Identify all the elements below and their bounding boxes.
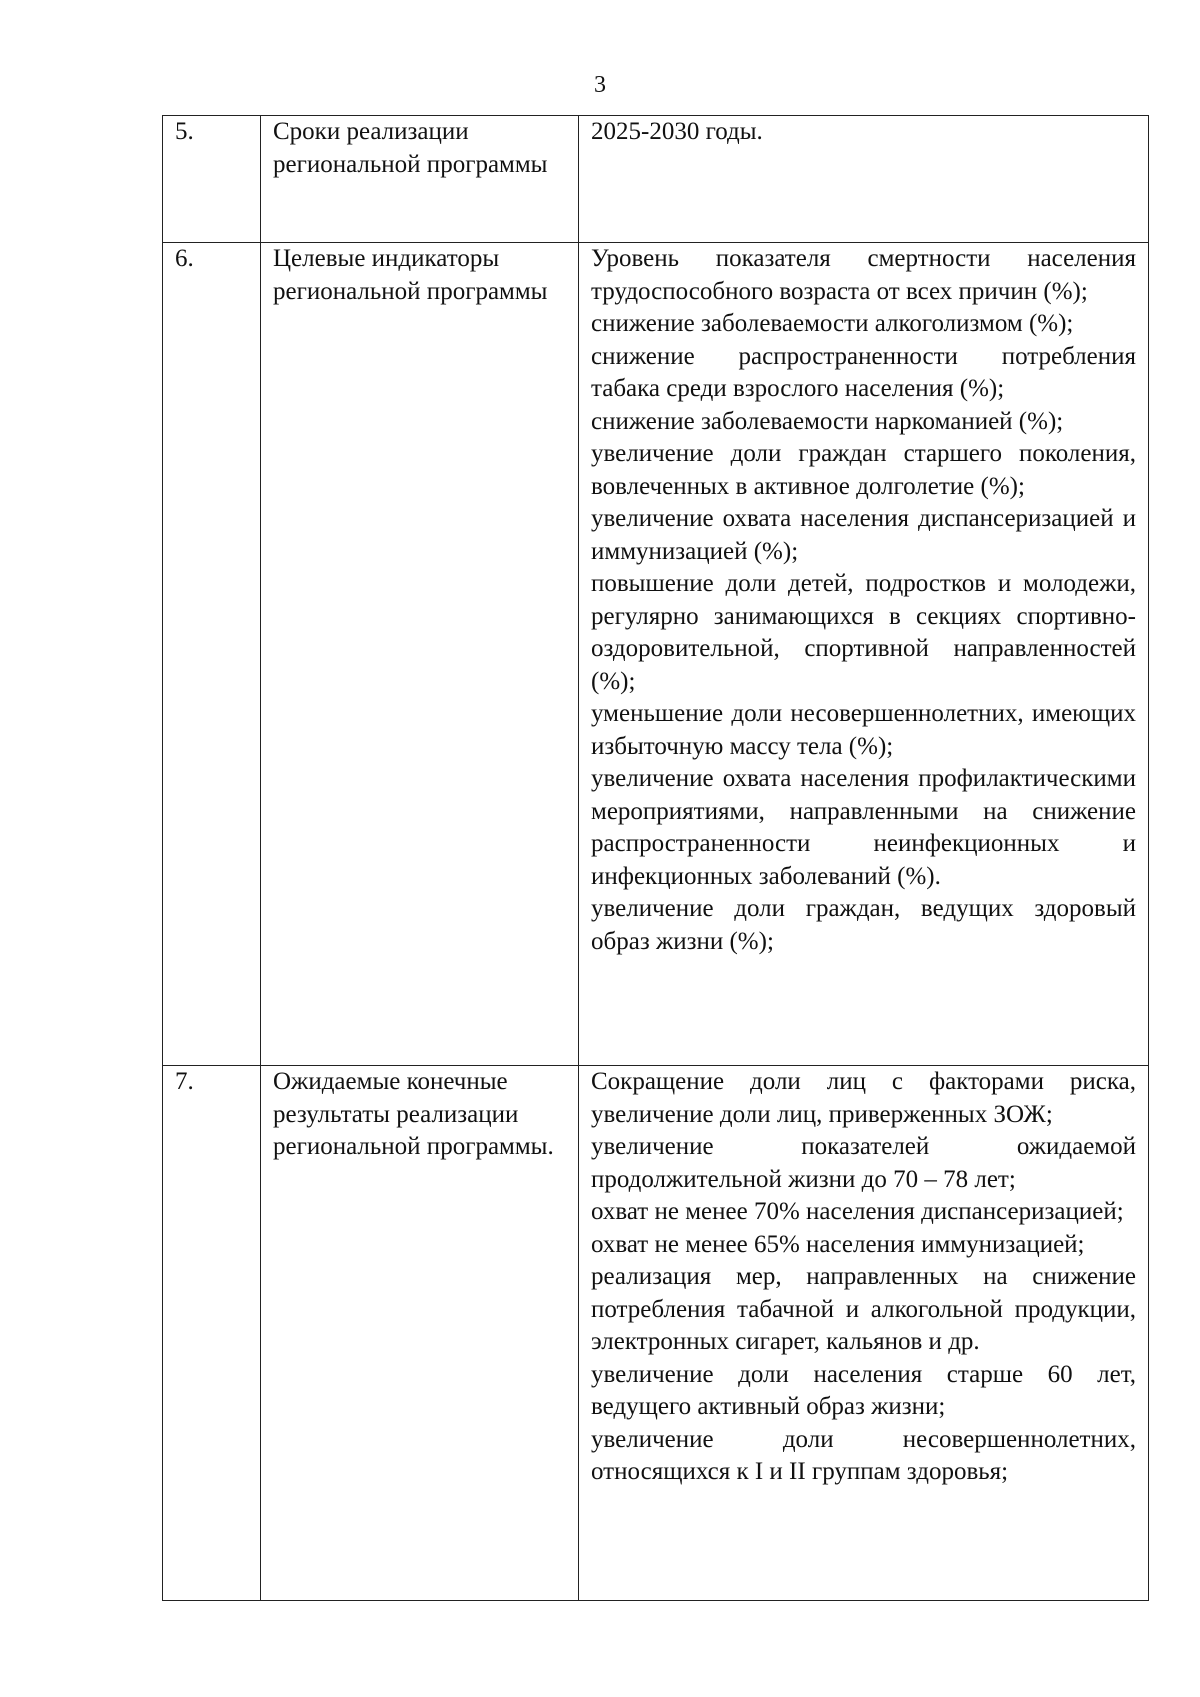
row-name-cell: Целевые индикаторы региональной программы	[261, 243, 579, 1066]
row-name-cell: Сроки реализации региональной программы	[261, 116, 579, 243]
page-number: 3	[594, 72, 606, 98]
value-item: увеличение доли несовершеннолетних, относящихся к I и II группам здоровья;	[591, 1425, 1136, 1485]
value-item: охват не менее 65% населения иммунизацией;	[591, 1230, 1085, 1258]
value-item: увеличение показателей ожидаемой продолжительной жизни до 70 – 78 лет;	[591, 1133, 1136, 1193]
program-passport-table	[162, 115, 1149, 1601]
value-item: 2025-2030 годы.	[591, 118, 763, 145]
row-number-cell: 6.	[163, 243, 261, 1066]
table-row-expected-results	[163, 1066, 1149, 1601]
value-item: увеличение доли граждан старшего поколения, вовлеченных в активное долголетие (%);	[591, 440, 1136, 500]
row-number-cell: 5.	[163, 116, 261, 243]
row-number-cell: 7.	[163, 1066, 261, 1601]
table-row-implementation-period	[163, 116, 1149, 243]
value-item: Уровень показателя смертности населения трудоспособного возраста от всех причин (%);	[591, 245, 1136, 305]
value-item: повышение доли детей, подростков и молодежи, регулярно занимающихся в секциях спортивно-оздоровительной, спортивной направленностей (%);	[591, 570, 1136, 695]
table-row-target-indicators	[163, 243, 1149, 1066]
value-item: охват не менее 70% населения диспансеризацией;	[591, 1198, 1124, 1225]
value-item: уменьшение доли несовершеннолетних, имеющих избыточную массу тела (%);	[591, 700, 1136, 760]
value-item: увеличение охвата населения профилактическими мероприятиями, направленными на снижение распространенности неинфекционных и инфекционных заболеваний (%).	[591, 765, 1136, 890]
row-value-cell	[579, 116, 1149, 243]
value-item: увеличение доли граждан, ведущих здоровый образ жизни (%);	[591, 895, 1136, 955]
row-value-cell	[579, 243, 1149, 1066]
value-item: снижение распространенности потребления табака среди взрослого населения (%);	[591, 342, 1136, 402]
value-item: увеличение доли населения старше 60 лет, ведущего активный образ жизни;	[591, 1360, 1136, 1420]
value-item: снижение заболеваемости алкоголизмом (%);	[591, 310, 1074, 337]
row-value-cell	[579, 1066, 1149, 1601]
value-item: реализация мер, направленных на снижение потребления табачной и алкогольной продукции, электронных сигарет, кальянов и др.	[591, 1263, 1136, 1355]
value-item: увеличение охвата населения диспансеризацией и иммунизацией (%);	[591, 505, 1136, 565]
value-item: снижение заболеваемости наркоманией (%);	[591, 407, 1064, 435]
value-item: Сокращение доли лиц с факторами риска, увеличение доли лиц, приверженных ЗОЖ;	[591, 1068, 1136, 1128]
row-name-cell: Ожидаемые конечные результаты реализации региональной программы.	[261, 1066, 579, 1601]
